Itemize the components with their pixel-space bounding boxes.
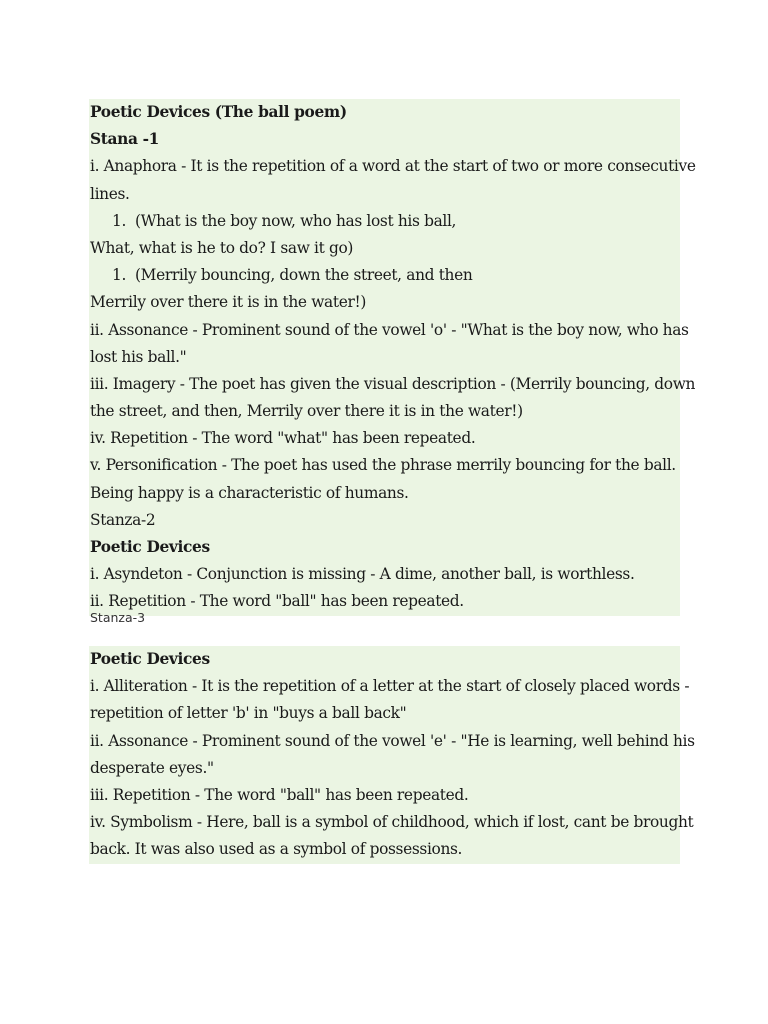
personification-line-cont: Being happy is a characteristic of humans.	[90, 483, 409, 502]
symbolism-line: iv. Symbolism - Here, ball is a symbol of childhood, which if lost, cant be brought	[90, 813, 694, 832]
list-number: 1.	[112, 266, 126, 285]
alliteration-line: i. Alliteration - It is the repetition of a letter at the start of closely placed words -	[90, 677, 690, 696]
assonance-line: ii. Assonance - Prominent sound of the vowel 'o' - "What is the boy now, who has	[90, 320, 689, 339]
stanza-3-block	[89, 646, 695, 864]
stanza-1-2-block	[89, 99, 696, 616]
document-title: Poetic Devices (The ball poem)	[90, 103, 347, 121]
list-item-text: (What is the boy now, who has lost his ball,	[135, 211, 457, 230]
list-number: 1.	[112, 211, 126, 230]
personification-line: v. Personification - The poet has used the phrase merrily bouncing for the ball.	[90, 456, 676, 475]
quote-line: Merrily over there it is in the water!)	[90, 293, 366, 312]
symbolism-line-cont: back. It was also used as a symbol of possessions.	[90, 840, 463, 859]
anaphora-line-cont: lines.	[90, 184, 130, 203]
stanza-2-heading: Poetic Devices	[90, 538, 210, 556]
assonance-line: ii. Assonance - Prominent sound of the vowel 'e' - "He is learning, well behind his	[90, 731, 695, 750]
alliteration-line-cont: repetition of letter 'b' in "buys a ball back"	[90, 704, 407, 723]
repetition-line: ii. Repetition - The word "ball" has been repeated.	[90, 592, 464, 611]
quote-line: What, what is he to do? I saw it go)	[90, 238, 354, 257]
stanza-2-label: Stanza-2	[90, 510, 156, 529]
list-item-text: (Merrily bouncing, down the street, and then	[135, 266, 473, 285]
assonance-line-cont: desperate eyes."	[90, 758, 214, 777]
stanza-3-label: Stanza-3	[90, 610, 146, 625]
repetition-line: iv. Repetition - The word "what" has been repeated.	[90, 429, 476, 448]
anaphora-line: i. Anaphora - It is the repetition of a word at the start of two or more consecutive	[90, 157, 696, 176]
list-item	[89, 262, 680, 289]
list-item	[89, 208, 680, 235]
imagery-line: iii. Imagery - The poet has given the visual description - (Merrily bouncing, down	[90, 374, 696, 393]
imagery-line-cont: the street, and then, Merrily over there it is in the water!)	[90, 402, 523, 421]
assonance-line-cont: lost his ball."	[90, 347, 187, 366]
stanza-1-heading: Stana -1	[90, 130, 160, 149]
stanza-3-heading: Poetic Devices	[90, 650, 210, 668]
asyndeton-line: i. Asyndeton - Conjunction is missing - A dime, another ball, is worthless.	[90, 565, 635, 584]
repetition-line: iii. Repetition - The word "ball" has been repeated.	[90, 785, 469, 804]
